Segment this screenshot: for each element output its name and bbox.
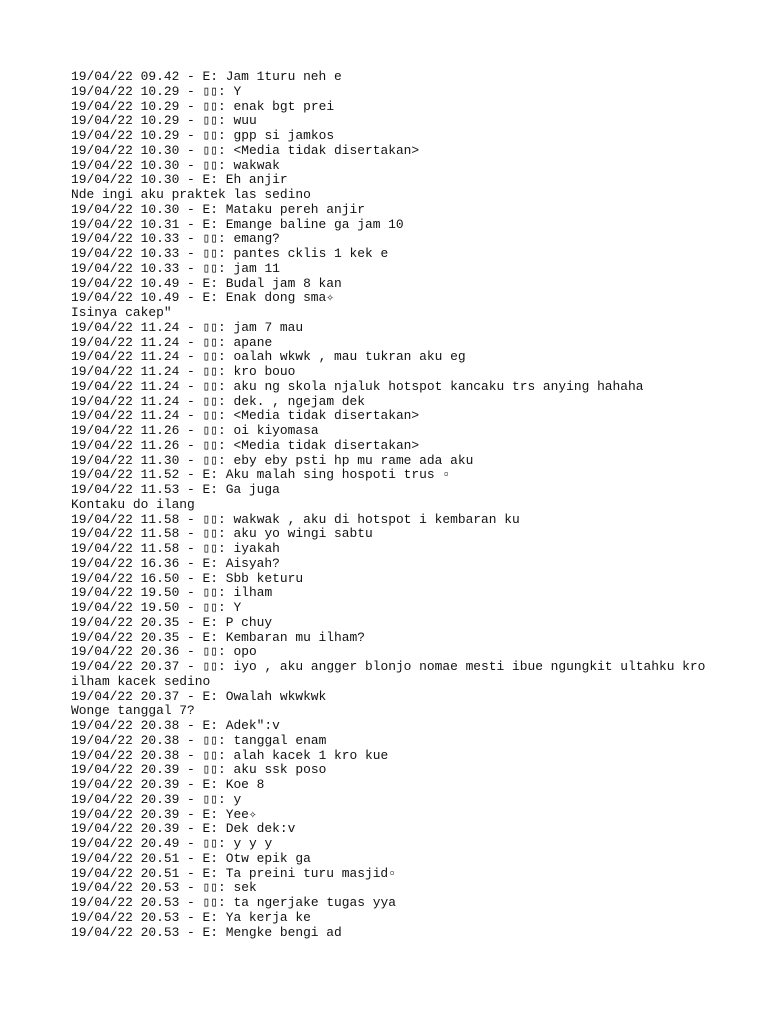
chat-log-line: Nde ingi aku praktek las sedino	[71, 188, 311, 202]
chat-log-line: 19/04/22 20.36 - ▯▯: opo	[71, 645, 257, 660]
chat-log-line: 19/04/22 20.53 - ▯▯: sek	[71, 881, 257, 896]
chat-log-line: 19/04/22 11.24 - ▯▯: aku ng skola njaluk hotspot kancaku trs anying hahaha	[71, 379, 644, 394]
chat-log-line: 19/04/22 10.29 - ▯▯: wuu	[71, 114, 257, 129]
chat-log-line: 19/04/22 20.37 - E: Owalah wkwkwk	[71, 689, 327, 704]
chat-log-line: 19/04/22 10.30 - ▯▯: wakwak	[71, 158, 280, 173]
chat-log-line: 19/04/22 20.39 - E: Yee✧	[71, 807, 257, 822]
chat-log-line: 19/04/22 20.35 - E: Kembaran mu ilham?	[71, 630, 365, 645]
chat-log-line: 19/04/22 10.33 - ▯▯: emang?	[71, 232, 280, 247]
chat-log-line: 19/04/22 11.53 - E: Ga juga	[71, 483, 280, 497]
chat-log-line: 19/04/22 20.49 - ▯▯: y y y	[71, 837, 273, 851]
chat-log-line: 19/04/22 10.33 - ▯▯: pantes cklis 1 kek e	[71, 247, 389, 261]
chat-log-line: 19/04/22 20.51 - E: Ta preini turu masjid▫	[71, 866, 396, 881]
chat-log-line: 19/04/22 16.50 - E: Sbb keturu	[71, 571, 304, 586]
chat-log-line: 19/04/22 09.42 - E: Jam 1turu neh e	[71, 70, 342, 84]
chat-log-line: 19/04/22 10.30 - E: Eh anjir	[71, 173, 288, 188]
chat-log-line: 19/04/22 10.29 - ▯▯: gpp si jamkos	[71, 129, 335, 143]
chat-log-line: 19/04/22 11.58 - ▯▯: wakwak , aku di hotspot i kembaran ku	[71, 512, 520, 527]
chat-log-line: 19/04/22 10.29 - ▯▯: enak bgt prei	[71, 99, 335, 114]
chat-log-line: 19/04/22 11.24 - ▯▯: dek. , ngejam dek	[71, 394, 366, 409]
chat-log-line: 19/04/22 10.49 - E: Budal jam 8 kan	[71, 276, 342, 291]
chat-log-line: Kontaku do ilang	[71, 497, 195, 512]
chat-log-line: 19/04/22 19.50 - ▯▯: ilham	[71, 586, 273, 601]
chat-log-line: 19/04/22 20.53 - E: Ya kerja ke	[71, 910, 311, 925]
chat-log-line: 19/04/22 20.39 - E: Dek dek:v	[71, 822, 296, 837]
chat-log-line: 19/04/22 20.39 - ▯▯: aku ssk poso	[71, 763, 327, 778]
chat-log-line: Wonge tanggal 7?	[71, 704, 195, 719]
chat-log-line: 19/04/22 11.24 - ▯▯: <Media tidak disertakan>	[71, 409, 420, 424]
chat-log-line: 19/04/22 20.37 - ▯▯: iyo , aku angger blonjo nomae mesti ibue ngungkit ultahku kro	[71, 660, 706, 674]
chat-log-line: 19/04/22 11.58 - ▯▯: iyakah	[71, 542, 280, 556]
chat-log-line: 19/04/22 20.53 - ▯▯: ta ngerjake tugas yya	[71, 896, 396, 910]
chat-log-line: 19/04/22 10.49 - E: Enak dong sma✧	[71, 291, 335, 306]
chat-log-line: 19/04/22 10.30 - E: Mataku pereh anjir	[71, 202, 365, 217]
chat-log-line: 19/04/22 11.26 - ▯▯: <Media tidak disertakan>	[71, 438, 420, 453]
chat-log-line: 19/04/22 11.26 - ▯▯: oi kiyomasa	[71, 424, 319, 438]
chat-log-line: 19/04/22 11.30 - ▯▯: eby eby psti hp mu rame ada aku	[71, 453, 474, 468]
chat-log-line: 19/04/22 10.33 - ▯▯: jam 11	[71, 261, 280, 276]
chat-log-line: 19/04/22 20.38 - E: Adek":v	[71, 719, 280, 733]
chat-log-line: 19/04/22 10.30 - ▯▯: <Media tidak disertakan>	[71, 143, 420, 158]
chat-log-line: 19/04/22 11.24 - ▯▯: kro bouo	[71, 365, 296, 379]
chat-log-line: 19/04/22 20.38 - ▯▯: alah kacek 1 kro kue	[71, 748, 389, 763]
chat-log-line: 19/04/22 11.24 - ▯▯: oalah wkwk , mau tukran aku eg	[71, 350, 466, 365]
chat-log-line: Isinya cakep"	[71, 306, 172, 320]
chat-log-line: 19/04/22 20.53 - E: Mengke bengi ad	[71, 925, 342, 940]
chat-log-line: ilham kacek sedino	[71, 674, 211, 689]
chat-log-line: 19/04/22 16.36 - E: Aisyah?	[71, 556, 280, 571]
chat-log-line: 19/04/22 20.39 - ▯▯: y	[71, 792, 242, 807]
chat-log-document	[71, 70, 751, 940]
chat-log-line: 19/04/22 20.51 - E: Otw epik ga	[71, 851, 311, 866]
chat-log-line: 19/04/22 11.52 - E: Aku malah sing hospoti trus ▫	[71, 468, 451, 483]
chat-log-line: 19/04/22 11.24 - ▯▯: apane	[71, 335, 273, 350]
chat-log-line: 19/04/22 20.35 - E: P chuy	[71, 615, 273, 630]
chat-log-line: 19/04/22 10.29 - ▯▯: Y	[71, 84, 242, 99]
chat-log-line: 19/04/22 20.38 - ▯▯: tanggal enam	[71, 733, 327, 748]
chat-log-line: 19/04/22 11.58 - ▯▯: aku yo wingi sabtu	[71, 527, 373, 542]
chat-log-line: 19/04/22 11.24 - ▯▯: jam 7 mau	[71, 320, 304, 335]
chat-log-line: 19/04/22 20.39 - E: Koe 8	[71, 778, 265, 792]
chat-log-line: 19/04/22 10.31 - E: Emange baline ga jam 10	[71, 217, 404, 232]
chat-log-line: 19/04/22 19.50 - ▯▯: Y	[71, 601, 242, 615]
